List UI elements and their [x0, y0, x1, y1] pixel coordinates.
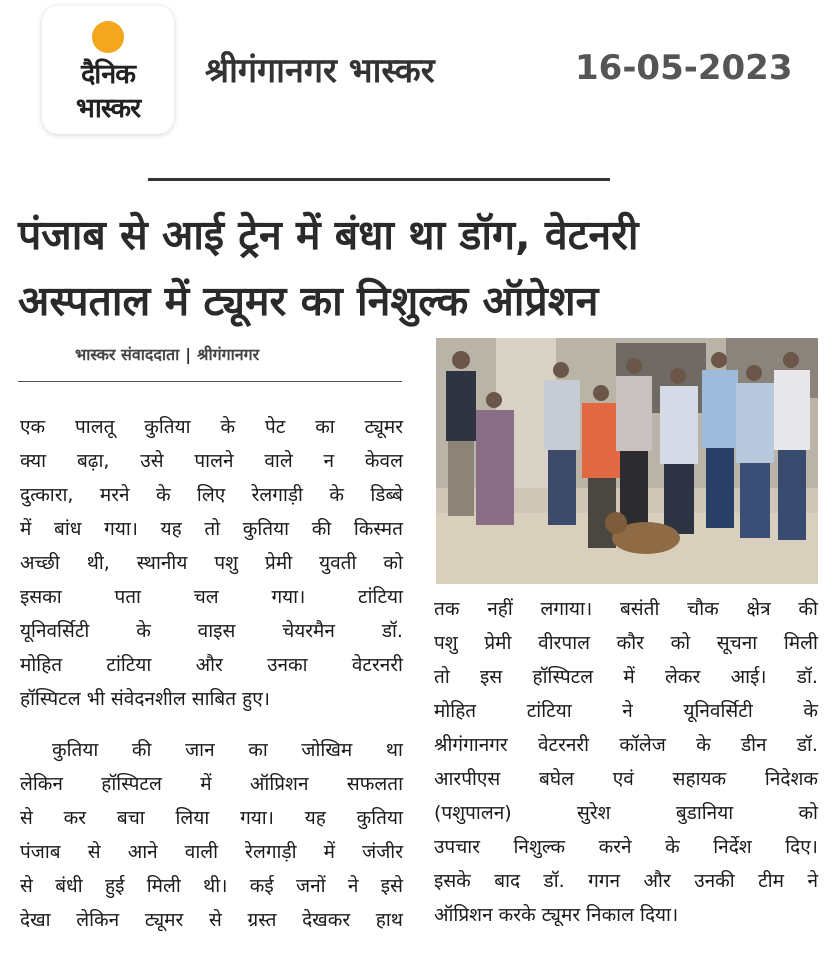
- left-column-line: एक पालतू कुतिया के पेट का ट्यूमर: [20, 416, 403, 438]
- left-column-line: क्या बढ़ा, उसे पालने वाले न केवल: [20, 450, 403, 472]
- right-column-line: तो इस हॉस्पिटल में लेकर आई। डॉ.: [434, 666, 818, 688]
- left-column-line: हॉस्पिटल भी संवेदनशील साबित हुए।: [20, 688, 270, 710]
- left-column-line: मोहित टांटिया और उनका वेटरनरी: [20, 654, 403, 676]
- right-column-line: (पशुपालन) सुरेश बुडानिया को: [434, 802, 818, 824]
- publication-date: 16-05-2023: [575, 48, 793, 88]
- left-column-line: से कर बचा लिया गया। यह कुतिया: [20, 807, 403, 829]
- right-column-line: ऑप्रिशन करके ट्यूमर निकाल दिया।: [434, 904, 679, 926]
- logo-sun-icon: [92, 21, 124, 53]
- left-column-line: दुत्कारा, मरने के लिए रेलगाड़ी के डिब्बे: [20, 484, 403, 506]
- byline-divider: [18, 381, 402, 382]
- left-column-line: इसका पता चल गया। टांटिया: [20, 586, 403, 608]
- left-column-line: अच्छी थी, स्थानीय पशु प्रेमी युवती को: [20, 552, 403, 574]
- dainik-bhaskar-logo: [42, 6, 174, 134]
- left-column-line: कुतिया की जान का जोखिम था: [52, 739, 403, 761]
- headline-line-1: पंजाब से आई ट्रेन में बंधा था डॉग, वेटनरी: [18, 211, 639, 259]
- right-column-line: तक नहीं लगाया। बसंती चौक क्षेत्र की: [434, 598, 818, 620]
- left-column-line: से बंधी हुई मिली थी। कई जनों ने इसे: [20, 875, 403, 897]
- byline-reporter: भास्कर संवाददाता: [75, 345, 180, 364]
- headline-line-2: अस्पताल में ट्यूमर का निशुल्क ऑप्रेशन: [18, 277, 599, 325]
- right-column-line: आरपीएस बघेल एवं सहायक निदेशक: [434, 768, 818, 790]
- left-column-line: में बांध गया। यह तो कुतिया की किस्मत: [20, 518, 403, 540]
- right-column-line: श्रीगंगानगर वेटरनरी कॉलेज के डीन डॉ.: [434, 734, 818, 756]
- logo-text-line1: दैनिक: [80, 59, 136, 90]
- left-column-line: देखा लेकिन ट्यूमर से ग्रस्त देखकर हाथ: [20, 909, 403, 931]
- right-column-line: इसके बाद डॉ. गगन और उनकी टीम ने: [434, 870, 818, 892]
- logo-text-line2: भास्कर: [75, 93, 141, 124]
- header-divider: [148, 178, 610, 181]
- left-column-line: लेकिन हॉस्पिटल में ऑप्रिशन सफलता: [20, 773, 403, 795]
- right-column-line: उपचार निशुल्क करने के निर्देश दिए।: [434, 836, 818, 858]
- left-column-line: पंजाब से आने वाली रेलगाड़ी में जंजीर: [20, 841, 403, 863]
- byline-location: श्रीगंगानगर: [197, 345, 260, 364]
- byline: भास्कर संवाददाता | श्रीगंगानगर: [75, 345, 260, 364]
- paper-edition-name: श्रीगंगानगर भास्कर: [205, 51, 435, 91]
- left-column-line: यूनिवर्सिटी के वाइस चेयरमैन डॉ.: [20, 620, 403, 642]
- news-photo: [436, 338, 818, 584]
- right-column-line: पशु प्रेमी वीरपाल कौर को सूचना मिली: [434, 632, 818, 654]
- right-column-line: मोहित टांटिया ने यूनिवर्सिटी के: [434, 700, 818, 722]
